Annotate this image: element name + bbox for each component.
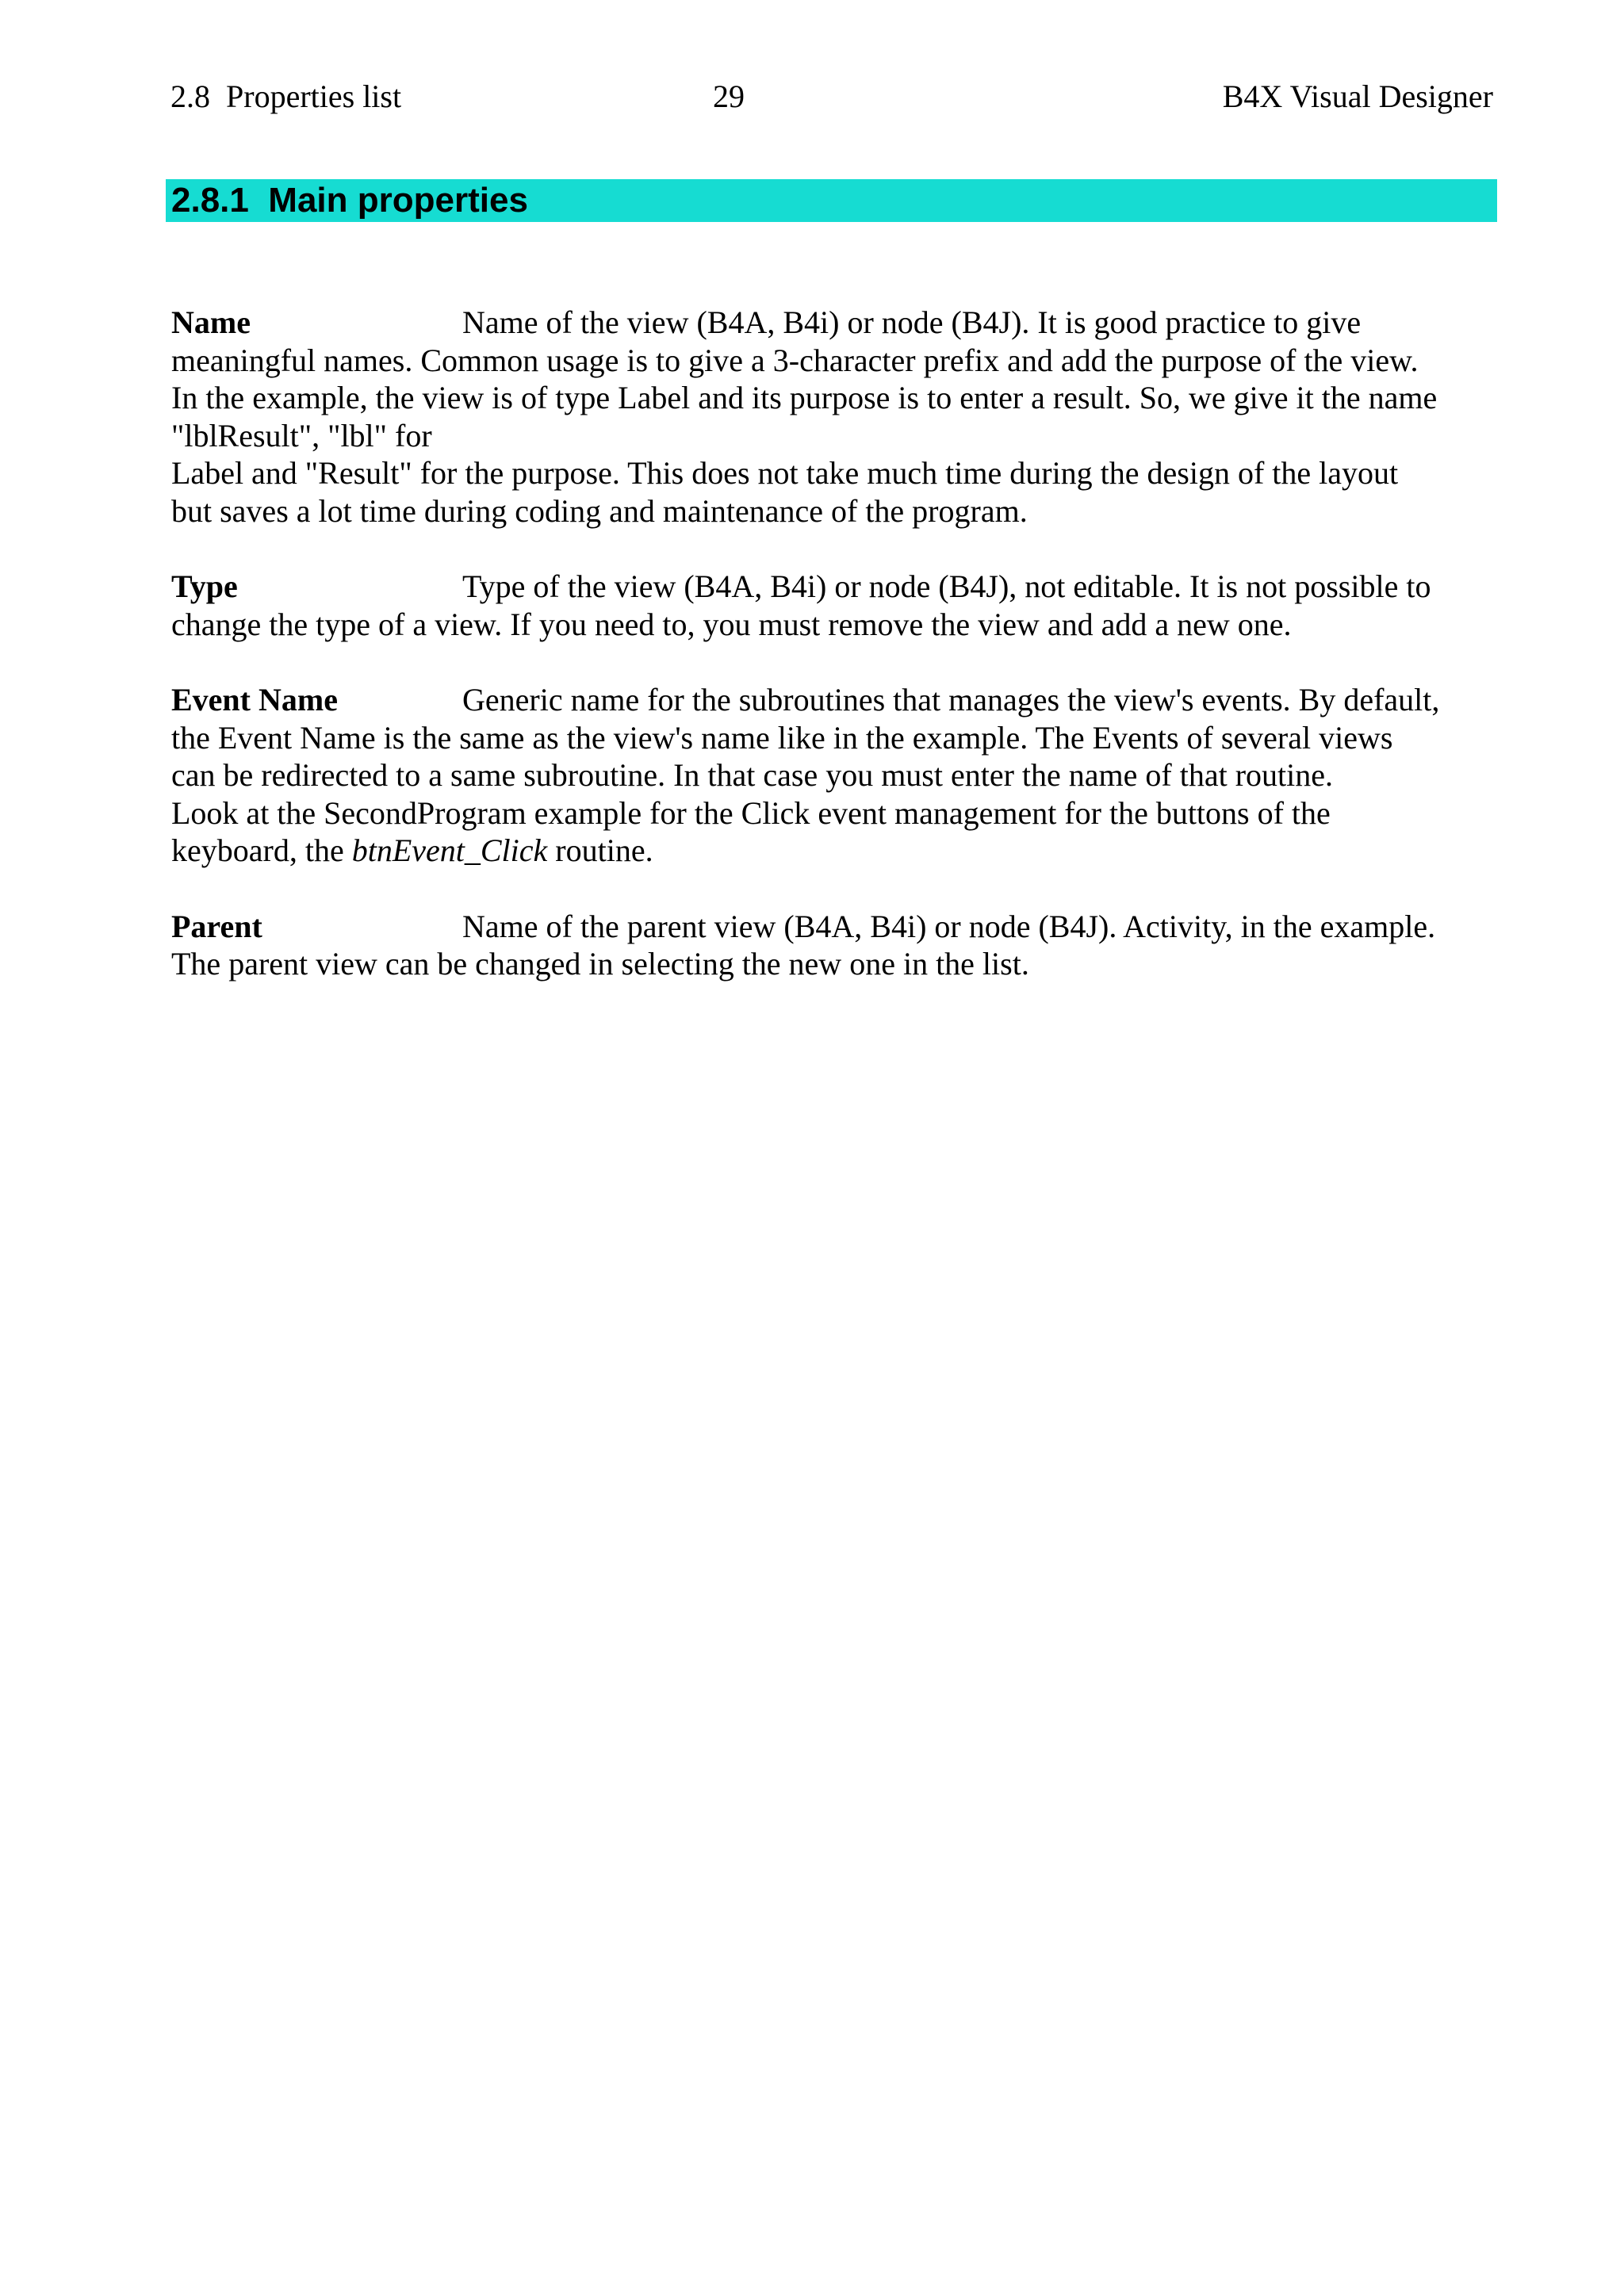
paragraph-line: Name of the parent view (B4A, B4i) or node (B4J). Activity, in the example. xyxy=(462,908,1436,944)
line-suffix: routine. xyxy=(547,832,653,869)
line-prefix: keyboard, the xyxy=(171,832,352,869)
entry-parent xyxy=(171,908,1503,983)
entry-type xyxy=(171,568,1503,643)
term-name: Name xyxy=(171,304,251,340)
header-book-title: B4X Visual Designer xyxy=(1222,78,1493,114)
entry-event-name xyxy=(171,681,1503,870)
paragraph-line: Label and "Result" for the purpose. This does not take much time during the design of the layout xyxy=(171,455,1399,492)
header-section-title: 2.8 Properties list xyxy=(170,78,402,114)
entry-first-line xyxy=(171,304,1503,342)
term-type: Type xyxy=(171,568,238,605)
paragraph-line: In the example, the view is of type Label and its purpose is to enter a result. So, we give it the name xyxy=(171,380,1438,416)
routine-name-code: btnEvent_Click xyxy=(351,832,548,869)
header-page-number: 29 xyxy=(713,78,745,114)
paragraph-line: The parent view can be changed in selecting the new one in the list. xyxy=(171,946,1029,982)
page-header xyxy=(170,73,1493,121)
paragraph-line: Name of the view (B4A, B4i) or node (B4J). It is good practice to give xyxy=(462,304,1362,340)
paragraph-line xyxy=(171,832,1503,870)
entry-first-line xyxy=(171,568,1503,606)
paragraph-line: "lblResult", "lbl" for xyxy=(171,417,432,453)
entry-name xyxy=(171,304,1503,530)
paragraph-line: but saves a lot time during coding and maintenance of the program. xyxy=(171,492,1028,529)
paragraph-line: Look at the SecondProgram example for the Click event management for the buttons of the xyxy=(171,794,1331,831)
entry-first-line xyxy=(171,908,1503,946)
entry-first-line xyxy=(171,681,1503,719)
paragraph-line: the Event Name is the same as the view's name like in the example. The Events of several views xyxy=(171,719,1393,756)
paragraph-line: Generic name for the subroutines that manages the view's events. By default, xyxy=(462,681,1440,718)
term-event-name: Event Name xyxy=(171,681,338,718)
paragraph-line: Type of the view (B4A, B4i) or node (B4J), not editable. It is not possible to xyxy=(462,568,1431,605)
section-heading: 2.8.1 Main properties xyxy=(166,179,1497,222)
term-parent: Parent xyxy=(171,908,262,944)
document-body xyxy=(171,304,1503,1020)
paragraph-line: meaningful names. Common usage is to give a 3-character prefix and add the purpose of the view. xyxy=(171,342,1419,378)
paragraph-line: can be redirected to a same subroutine. In that case you must enter the name of that routine. xyxy=(171,757,1334,794)
paragraph-line: change the type of a view. If you need to, you must remove the view and add a new one. xyxy=(171,606,1292,642)
